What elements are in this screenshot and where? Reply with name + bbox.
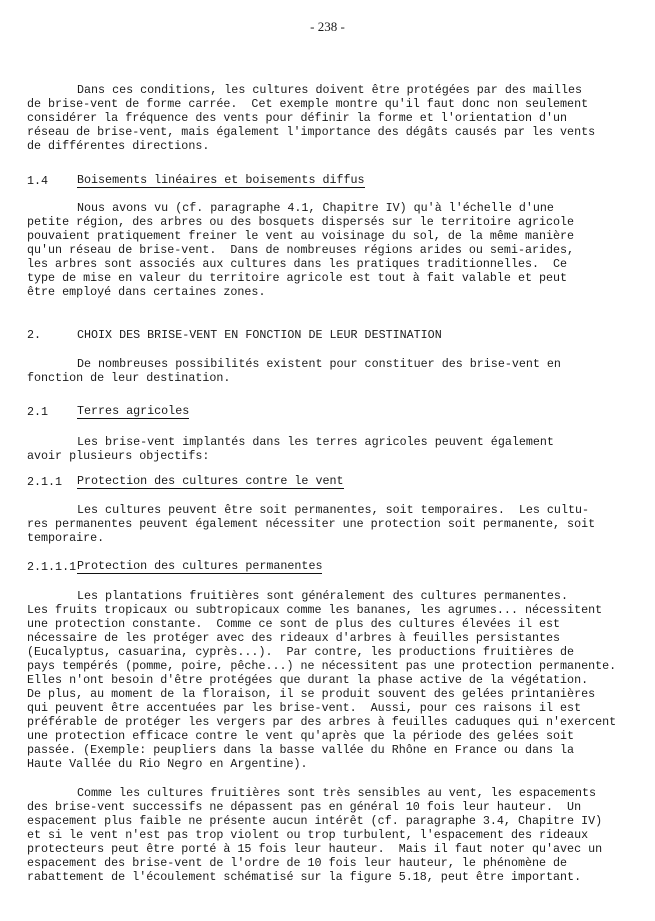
paragraph-line: une protection constante. Comme ce sont de plus des cultures élevées il est xyxy=(27,617,561,631)
paragraph-line: Les fruits tropicaux ou subtropicaux comme les bananes, les agrumes... nécessitent xyxy=(27,603,603,617)
paragraph-line: de brise-vent de forme carrée. Cet exemple montre qu'il faut donc non seulement xyxy=(27,97,589,111)
section-heading: Boisements linéaires et boisements diffus xyxy=(77,173,365,187)
paragraph-line: temporaire. xyxy=(27,531,105,545)
paragraph-line: nécessaire de les protéger avec des rideaux d'arbres à feuilles persistantes xyxy=(27,631,561,645)
section-heading: Protection des cultures contre le vent xyxy=(77,474,344,488)
paragraph-line: Haute Vallée du Rio Negro en Argentine). xyxy=(27,757,308,771)
paragraph-line: Comme les cultures fruitières sont très sensibles au vent, les espacements xyxy=(77,786,597,800)
paragraph-line: Nous avons vu (cf. paragraphe 4.1, Chapitre IV) qu'à l'échelle d'une xyxy=(77,201,554,215)
paragraph-line: protecteurs peut être porté à 15 fois leur hauteur. Mais il faut noter qu'avec un xyxy=(27,842,603,856)
page-number: - 238 - xyxy=(310,19,345,34)
paragraph-line: type de mise en valeur du territoire agricole est tout à fait valable et peut xyxy=(27,271,568,285)
paragraph-line: Elles n'ont besoin d'être protégées que durant la phase active de la végétation. xyxy=(27,673,589,687)
paragraph-line: fonction de leur destination. xyxy=(27,371,231,385)
paragraph-line: avoir plusieurs objectifs: xyxy=(27,449,210,463)
paragraph-line: de différentes directions. xyxy=(27,139,210,153)
paragraph-line: De plus, au moment de la floraison, il se produit souvent des gelées printanières xyxy=(27,687,596,701)
paragraph-line: une protection efficace contre le vent qu'après que la période des gelées soit xyxy=(27,729,575,743)
paragraph-line: les arbres sont associés aux cultures dans les pratiques traditionnelles. Ce xyxy=(27,257,568,271)
section-heading: Protection des cultures permanentes xyxy=(77,559,323,573)
section-heading: CHOIX DES BRISE-VENT EN FONCTION DE LEUR DESTINATION xyxy=(77,328,442,342)
section-number: 1.4 xyxy=(27,174,49,188)
paragraph-line: pays tempérés (pomme, poire, pêche...) ne nécessitent pas une protection permanente. xyxy=(27,659,617,673)
section-number: 2.1 xyxy=(27,405,49,419)
paragraph-line: considérer la fréquence des vents pour définir la forme et l'orientation d'un xyxy=(27,111,568,125)
section-number: 2.1.1.1 xyxy=(27,560,77,574)
paragraph-line: Les brise-vent implantés dans les terres agricoles peuvent également xyxy=(77,435,554,449)
section-number: 2.1.1 xyxy=(27,475,63,489)
section-heading: Terres agricoles xyxy=(77,404,190,418)
paragraph-line: Les cultures peuvent être soit permanentes, soit temporaires. Les cultu- xyxy=(77,503,589,517)
paragraph-line: (Eucalyptus, casuarina, cyprès...). Par contre, les productions fruitières de xyxy=(27,645,575,659)
paragraph-line: passée. (Exemple: peupliers dans la basse vallée du Rhône en France ou dans la xyxy=(27,743,575,757)
paragraph-line: pouvaient pratiquement freiner le vent au voisinage du sol, de la même manière xyxy=(27,229,575,243)
paragraph-line: espacement des brise-vent de l'ordre de 10 fois leur hauteur, le phénomène de xyxy=(27,856,568,870)
paragraph-line: Les plantations fruitières sont généralement des cultures permanentes. xyxy=(77,589,568,603)
paragraph-line: res permanentes peuvent également nécessiter une protection soit permanente, soit xyxy=(27,517,596,531)
paragraph-line: réseau de brise-vent, mais également l'importance des dégâts causés par les vents xyxy=(27,125,596,139)
paragraph-line: qui peuvent être accentuées par les brise-vent. Aussi, pour ces raisons il est xyxy=(27,701,582,715)
paragraph-line: Dans ces conditions, les cultures doivent être protégées par des mailles xyxy=(77,83,582,97)
paragraph-line: préférable de protéger les vergers par des arbres à feuilles caduques qui n'exercent xyxy=(27,715,617,729)
paragraph-line: des brise-vent successifs ne dépassent pas en général 10 fois leur hauteur. Un xyxy=(27,800,582,814)
paragraph-line: De nombreuses possibilités existent pour constituer des brise-vent en xyxy=(77,357,561,371)
paragraph-line: rabattement de l'écoulement schématisé sur la figure 5.18, peut être important. xyxy=(27,870,582,884)
paragraph-line: petite région, des arbres ou des bosquets dispersés sur le territoire agricole xyxy=(27,215,575,229)
paragraph-line: espacement plus faible ne présente aucun intérêt (cf. paragraphe 3.4, Chapitre IV) xyxy=(27,814,603,828)
paragraph-line: qu'un réseau de brise-vent. Dans de nombreuses régions arides ou semi-arides, xyxy=(27,243,575,257)
section-number: 2. xyxy=(27,328,42,342)
paragraph-line: et si le vent n'est pas trop violent ou trop turbulent, l'espacement des rideaux xyxy=(27,828,589,842)
paragraph-line: être employé dans certaines zones. xyxy=(27,285,266,299)
